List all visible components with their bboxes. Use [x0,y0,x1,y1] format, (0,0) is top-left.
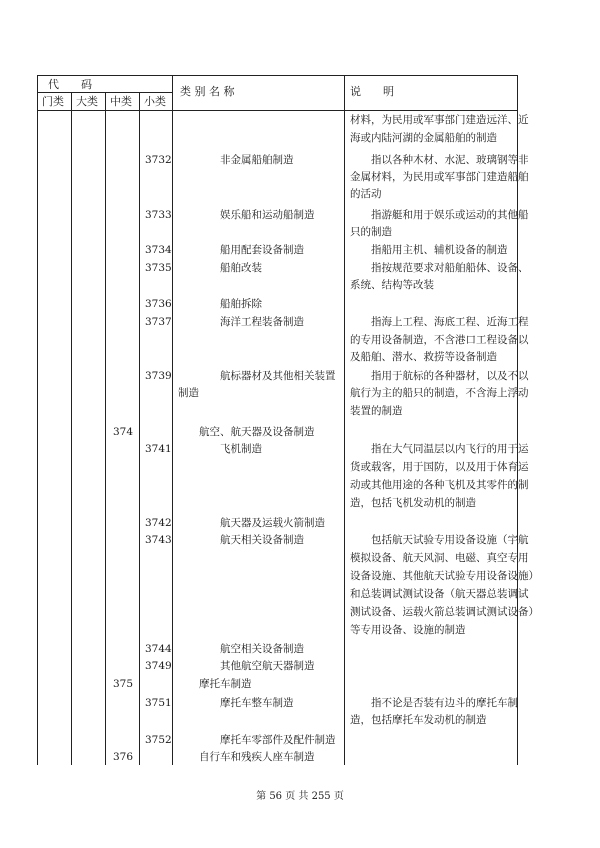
row-code-xiao: 3737 [145,316,172,328]
row-desc: 测试设备、运载火箭总装调试测试设备） [350,606,539,618]
row-desc: 包括航天试验专用设备设施（宇航 [371,534,529,546]
row-desc: 和总装调试测试设备（航天器总装调试 [350,588,529,600]
row-desc: 货或载客，用于国防，以及用于体育运 [350,461,529,473]
row-desc: 指在大气同温层以内飞行的用于运 [371,443,529,455]
row-code-xiao: 3739 [145,370,172,382]
table-left-rule [37,75,38,765]
row-name: 飞机制造 [220,443,262,455]
row-desc: 系统、结构等改装 [350,279,434,291]
col-rule-4 [172,75,173,765]
row-name: 摩托车整车制造 [220,697,294,709]
row-desc: 设备设施、其他航天试验专用设备设施） [350,570,539,582]
header-xiao: 小类 [144,95,166,108]
row-name: 航标器材及其他相关装置 [220,370,336,382]
row-code-xiao: 3742 [145,517,172,529]
row-code-xiao: 3733 [145,209,172,221]
row-code-xiao: 3735 [145,262,172,274]
row-desc: 海或内陆河湖的金属船舶的制造 [350,132,497,144]
col-rule-2 [105,92,106,765]
row-desc: 航行为主的船只的制造，不含海上浮动 [350,387,529,399]
row-desc: 指游艇和用于娱乐或运动的其他船 [371,209,529,221]
row-name: 其他航空航天器制造 [220,660,315,672]
row-desc: 只的制造 [350,226,392,238]
row-name: 航天器及运载火箭制造 [220,517,325,529]
col-rule-1 [71,92,72,765]
row-name: 娱乐船和运动船制造 [220,209,315,221]
row-desc: 装置的制造 [350,405,403,417]
header-desc: 说 明 [350,85,394,98]
page-footer: 第 56 页 共 255 页 [256,791,344,802]
row-code-xiao: 3734 [145,244,172,256]
row-desc: 金属材料，为民用或军事部门建造船舶 [350,171,529,183]
row-desc: 等专用设备、设施的制造 [350,624,466,636]
header-men: 门类 [42,95,64,108]
row-desc: 及船舶、潜水、救捞等设备制造 [350,351,497,363]
row-name: 航空相关设备制造 [220,643,304,655]
row-code-xiao: 3749 [145,660,172,672]
row-name: 摩托车零部件及配件制造 [220,734,336,746]
row-name: 摩托车制造 [199,678,252,690]
row-desc: 指海上工程、海底工程、近海工程 [371,316,529,328]
header-name: 类 别 名 称 [180,85,235,98]
row-name: 航天相关设备制造 [220,534,304,546]
row-desc: 造，包括飞机发动机的制造 [350,497,476,509]
row-desc: 指用于航标的各种器材，以及不以 [371,370,529,382]
row-desc: 的专用设备制造，不含港口工程设备以 [350,334,529,346]
row-desc: 指按规范要求对船舶船体、设备、 [371,262,529,274]
row-desc: 的活动 [350,188,382,200]
row-code-xiao: 3751 [145,697,172,709]
row-desc: 指船用主机、辅机设备的制造 [371,244,508,256]
row-desc: 指以各种木材、水泥、玻璃钢等非 [371,154,529,166]
row-desc: 动或其他用途的各种飞机及其零件的制 [350,479,529,491]
row-name: 制造 [178,387,199,399]
col-rule-5 [344,75,345,765]
header-bottom-rule [37,110,517,111]
row-code-zhong: 374 [113,426,134,438]
row-code-xiao: 3736 [145,298,172,310]
row-desc: 造，包括摩托车发动机的制造 [350,714,487,726]
row-name: 海洋工程装备制造 [220,316,304,328]
row-name: 船舶拆除 [220,298,262,310]
row-code-xiao: 3744 [145,643,172,655]
table-top-rule [37,75,517,76]
col-rule-3 [139,92,140,765]
row-desc: 模拟设备、航天风洞、电磁、真空专用 [350,552,529,564]
row-code-xiao: 3752 [145,734,172,746]
row-code-xiao: 3732 [145,154,172,166]
row-name: 自行车和残疾人座车制造 [199,751,315,763]
row-name: 船舶改装 [220,262,262,274]
row-name: 非金属船舶制造 [220,154,294,166]
header-zhong: 中类 [110,95,132,108]
header-code: 代 码 [48,78,92,91]
row-code-xiao: 3743 [145,534,172,546]
row-code-zhong: 376 [113,751,134,763]
header-da: 大类 [76,95,98,108]
row-code-xiao: 3741 [145,443,172,455]
row-name: 船用配套设备制造 [220,244,304,256]
row-code-zhong: 375 [113,678,134,690]
row-desc: 材料，为民用或军事部门建造远洋、近 [350,114,529,126]
row-desc: 指不论是否装有边斗的摩托车制 [371,697,518,709]
row-name: 航空、航天器及设备制造 [199,426,315,438]
